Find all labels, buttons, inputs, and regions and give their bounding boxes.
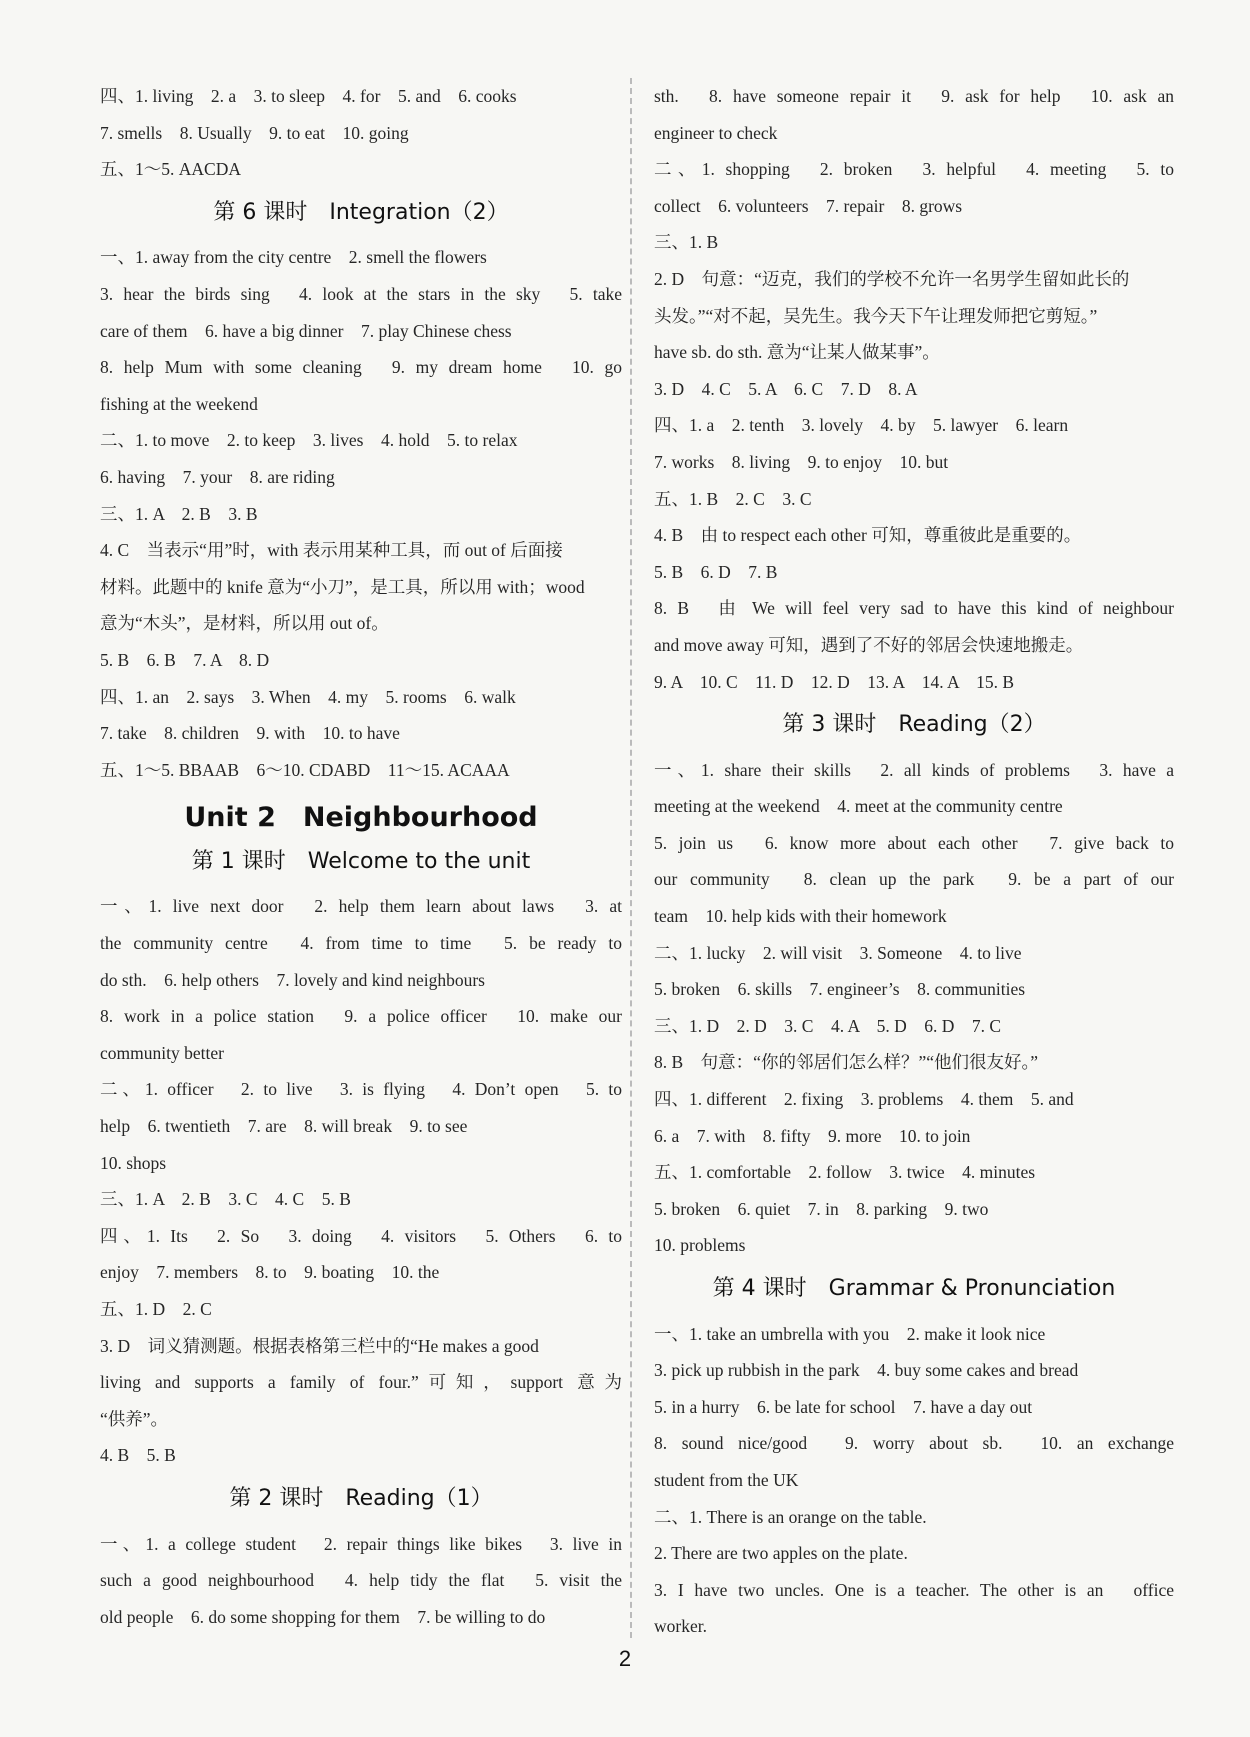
answer-line: 四、1. an 2. says 3. When 4. my 5. rooms 6. walk — [100, 686, 516, 707]
answer-line: 9. A 10. C 11. D 12. D 13. A 14. A 15. B — [654, 671, 1015, 692]
answer-line: 二、1. There is an orange on the table. — [654, 1506, 927, 1527]
answer-line: 五、1～5. AACDA — [100, 159, 241, 180]
answer-line: 四、1. Its 2. So 3. doing 4. visitors 5. Others 6. to — [100, 1225, 622, 1246]
answer-line: 头发。”“对不起，吴先生。我今天下午让理发师把它剪短。” — [654, 305, 1098, 326]
answer-line: 三、1. A 2. B 3. B — [100, 503, 258, 524]
section-heading: 第 3 课时 Reading（2） — [782, 712, 1046, 738]
answer-line: 四、1. living 2. a 3. to sleep 4. for 5. and 6. cooks — [100, 86, 517, 106]
answer-line: 4. C 当表示“用”时，with 表示用某种工具，而 out of 后面接 — [100, 540, 563, 561]
answer-line: “供养”。 — [100, 1408, 169, 1429]
answer-line: 四、1. different 2. fixing 3. problems 4. them 5. and — [654, 1089, 1074, 1110]
answer-line: 一、1. away from the city centre 2. smell the flowers — [100, 247, 487, 268]
answer-line: 五、1～5. BBAAB 6～10. CDABD 11～15. ACAAA — [100, 759, 510, 780]
page-number: 2 — [618, 1646, 632, 1671]
answer-line: community better — [100, 1042, 224, 1063]
answer-line: 3. pick up rubbish in the park 4. buy some cakes and bread — [654, 1360, 1079, 1381]
answer-line: 三、1. A 2. B 3. C 4. C 5. B — [100, 1189, 351, 1210]
answer-line: 五、1. B 2. C 3. C — [654, 488, 812, 509]
answer-line: 3. hear the birds sing 4. look at the stars in the sky 5. take — [100, 283, 622, 304]
section-heading: 第 2 课时 Reading（1） — [229, 1485, 493, 1511]
answer-line: 8. B 句意：“你的邻居们怎么样？”“他们很友好。” — [654, 1052, 1038, 1073]
answer-line: 一、1. share their skills 2. all kinds of problems 3. have a — [654, 759, 1174, 780]
answer-line: 3. D 词义猜测题。根据表格第三栏中的“He makes a good — [100, 1335, 539, 1356]
section-heading: 第 1 课时 Welcome to the unit — [191, 848, 531, 874]
section-heading: 第 4 课时 Grammar & Pronunciation — [712, 1276, 1116, 1301]
answer-line: 4. B 5. B — [100, 1445, 176, 1466]
answer-line: 二、1. officer 2. to live 3. is flying 4. Don’t open 5. to — [100, 1079, 622, 1100]
answer-line: do sth. 6. help others 7. lovely and kind neighbours — [100, 969, 485, 990]
right-column — [654, 78, 1174, 1645]
answer-line: 10. shops — [100, 1152, 167, 1173]
answer-line: 8. sound nice/good 9. worry about sb. 10. an exchange — [654, 1433, 1174, 1454]
answer-line: 7. works 8. living 9. to enjoy 10. but — [654, 451, 949, 472]
answer-line: 2. There are two apples on the plate. — [654, 1543, 908, 1564]
answer-line: 4. B 由 to respect each other 可知，尊重彼此是重要的。 — [654, 525, 1082, 546]
answer-line: 二、1. to move 2. to keep 3. lives 4. hold 5. to relax — [100, 430, 518, 451]
answer-line: such a good neighbourhood 4. help tidy the flat 5. visit the — [100, 1570, 622, 1591]
answer-line: collect 6. volunteers 7. repair 8. grows — [654, 195, 963, 216]
answer-line: 7. smells 8. Usually 9. to eat 10. going — [100, 122, 409, 143]
answer-line: 7. take 8. children 9. with 10. to have — [100, 723, 400, 744]
answer-line: sth. 8. have someone repair it 9. ask for help 10. ask an — [654, 86, 1174, 106]
column-divider — [630, 78, 632, 1638]
answer-line: 二、1. shopping 2. broken 3. helpful 4. meeting 5. to — [654, 159, 1174, 180]
answer-line: 5. B 6. D 7. B — [654, 561, 778, 582]
answer-line: care of them 6. have a big dinner 7. play Chinese chess — [100, 320, 512, 341]
answer-line: 一、1. a college student 2. repair things like bikes 3. live in — [100, 1533, 622, 1554]
answer-line: 5. broken 6. quiet 7. in 8. parking 9. two — [654, 1198, 989, 1219]
answer-line: 8. help Mum with some cleaning 9. my dream home 10. go — [100, 357, 622, 378]
answer-line: 6. a 7. with 8. fifty 9. more 10. to join — [654, 1125, 971, 1146]
left-column — [100, 78, 622, 1635]
answer-line: help 6. twentieth 7. are 8. will break 9. to see — [100, 1116, 468, 1137]
unit-title: Unit 2 Neighbourhood — [184, 802, 538, 834]
section-heading: 第 6 课时 Integration（2） — [213, 199, 509, 225]
answer-line: 3. D 4. C 5. A 6. C 7. D 8. A — [654, 378, 918, 399]
answer-line: old people 6. do some shopping for them 7. be willing to do — [100, 1606, 546, 1627]
answer-line: living and supports a family of four.”可知，support 意为 — [100, 1372, 622, 1393]
answer-line: 3. I have two uncles. One is a teacher. The other is an office — [654, 1579, 1174, 1600]
answer-line: the community centre 4. from time to time 5. be ready to — [100, 933, 622, 954]
answer-line: 5. broken 6. skills 7. engineer’s 8. communities — [654, 979, 1026, 1000]
answer-line: team 10. help kids with their homework — [654, 906, 947, 927]
answer-line: 五、1. D 2. C — [100, 1299, 212, 1319]
answer-line: 材料。此题中的 knife 意为“小刀”，是工具，所以用 with；wood — [100, 576, 585, 597]
answer-line: 10. problems — [654, 1235, 746, 1256]
answer-line: 8. B 由 We will feel very sad to have this kind of neighbour — [654, 598, 1174, 619]
answer-line: 5. in a hurry 6. be late for school 7. have a day out — [654, 1396, 1033, 1417]
answer-line: have sb. do sth. 意为“让某人做某事”。 — [654, 342, 940, 363]
answer-line: 2. D 句意：“迈克，我们的学校不允许一名男学生留如此长的 — [654, 268, 1130, 289]
answer-line: our community 8. clean up the park 9. be a part of our — [654, 869, 1174, 890]
answer-line: 意为“木头”，是材料，所以用 out of。 — [100, 613, 389, 634]
answer-line: worker. — [654, 1616, 707, 1637]
answer-line: enjoy 7. members 8. to 9. boating 10. the — [100, 1262, 440, 1283]
answer-line: 5. join us 6. know more about each other 7. give back to — [654, 832, 1174, 853]
answer-line: fishing at the weekend — [100, 393, 258, 414]
answer-line: 五、1. comfortable 2. follow 3. twice 4. minutes — [654, 1162, 1036, 1183]
answer-line: 一、1. live next door 2. help them learn about laws 3. at — [100, 896, 622, 917]
answer-line: 6. having 7. your 8. are riding — [100, 466, 335, 487]
answer-line: student from the UK — [654, 1469, 799, 1490]
answer-line: 5. B 6. B 7. A 8. D — [100, 649, 270, 670]
answer-line: and move away 可知，遇到了不好的邻居会快速地搬走。 — [654, 634, 1084, 655]
answer-line: 二、1. lucky 2. will visit 3. Someone 4. to live — [654, 942, 1022, 963]
answer-line: 8. work in a police station 9. a police officer 10. make our — [100, 1006, 622, 1027]
answer-line: meeting at the weekend 4. meet at the community centre — [654, 796, 1063, 817]
answer-line: 四、1. a 2. tenth 3. lovely 4. by 5. lawyer 6. learn — [654, 415, 1069, 436]
answer-line: 一、1. take an umbrella with you 2. make it look nice — [654, 1323, 1046, 1344]
answer-line: 三、1. B — [654, 232, 719, 253]
answer-line: 三、1. D 2. D 3. C 4. A 5. D 6. D 7. C — [654, 1015, 1002, 1036]
answer-line: engineer to check — [654, 122, 778, 143]
